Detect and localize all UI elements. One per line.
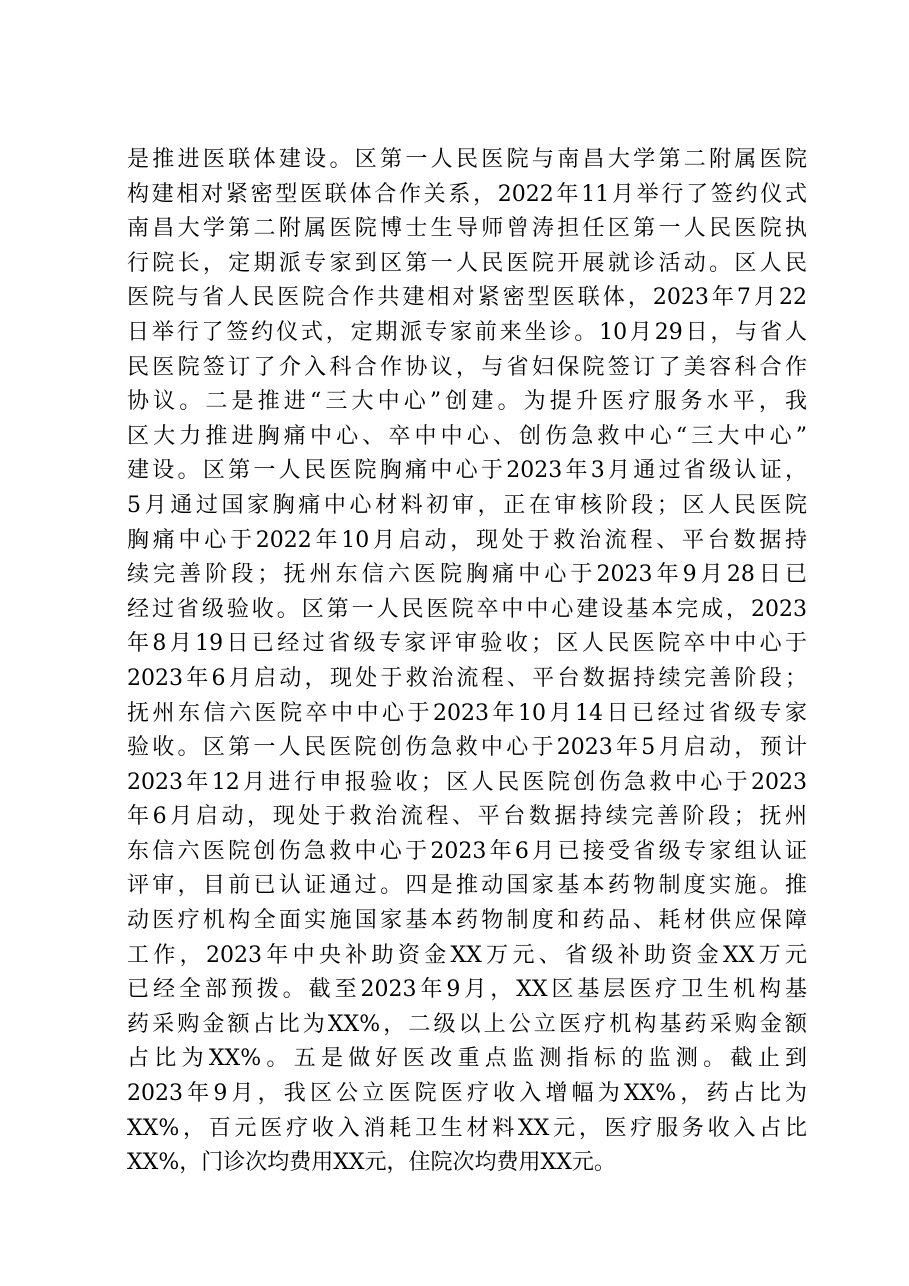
- text-line-5: 医院与省人民医院合作共建相对紧密型医联体，2023年7月22: [127, 285, 807, 311]
- text-line-9: 区大力推进胸痛中心、卒中中心、创伤急救中心“三大中心”: [127, 423, 807, 449]
- text-line-8: 协议。二是推进“三大中心”创建。为提升医疗服务水平，我: [127, 389, 807, 415]
- text-line-10: 建设。区第一人民医院胸痛中心于2023年3月通过省级认证，: [127, 458, 807, 484]
- text-line-12: 胸痛中心于2022年10月启动，现处于救治流程、平台数据持: [127, 527, 807, 553]
- text-line-6: 日举行了签约仪式，定期派专家前来坐诊。10月29日，与省人: [127, 319, 807, 345]
- text-line-16: 2023年6月启动，现处于救治流程、平台数据持续完善阶段；: [127, 665, 807, 691]
- text-line-18: 验收。区第一人民医院创伤急救中心于2023年5月启动，预计: [127, 735, 807, 761]
- text-line-19: 2023年12月进行申报验收；区人民医院创伤急救中心于2023: [127, 769, 807, 795]
- text-line-1: 是推进医联体建设。区第一人民医院与南昌大学第二附属医院: [127, 147, 807, 172]
- text-line-30: XX%，门诊次均费用XX元，住院次均费用XX元。: [127, 1150, 616, 1176]
- text-line-17: 抚州东信六医院卒中中心于2023年10月14日已经过省级专家: [127, 700, 807, 726]
- text-line-25: 已经全部预拨。截至2023年9月，XX区基层医疗卫生机构基: [127, 977, 807, 1003]
- text-line-26: 药采购金额占比为XX%，二级以上公立医疗机构基药采购金额: [127, 1011, 807, 1037]
- text-line-23: 动医疗机构全面实施国家基本药物制度和药品、耗材供应保障: [127, 908, 807, 934]
- text-line-13: 续完善阶段；抚州东信六医院胸痛中心于2023年9月28日已: [127, 562, 807, 588]
- text-line-11: 5月通过国家胸痛中心材料初审，正在审核阶段；区人民医院: [127, 492, 807, 518]
- text-line-4: 行院长，定期派专家到区第一人民医院开展就诊活动。区人民: [127, 250, 807, 276]
- text-line-24: 工作，2023年中央补助资金XX万元、省级补助资金XX万元: [127, 942, 807, 968]
- text-line-7: 民医院签订了介入科合作协议，与省妇保院签订了美容科合作: [127, 354, 807, 380]
- text-line-15: 年8月19日已经过省级专家评审验收；区人民医院卒中中心于: [127, 631, 807, 657]
- text-line-22: 评审，目前已认证通过。四是推动国家基本药物制度实施。推: [127, 873, 807, 899]
- text-line-27: 占比为XX%。五是做好医改重点监测指标的监测。截止到: [127, 1046, 807, 1072]
- text-line-3: 南昌大学第二附属医院博士生导师曾涛担任区第一人民医院执: [127, 216, 807, 242]
- text-line-20: 年6月启动，现处于救治流程、平台数据持续完善阶段；抚州: [127, 804, 807, 830]
- text-line-29: XX%，百元医疗收入消耗卫生材料XX元，医疗服务收入占比: [127, 1115, 807, 1141]
- body-paragraph: [127, 143, 807, 1181]
- text-line-2: 构建相对紧密型医联体合作关系，2022年11月举行了签约仪式: [127, 181, 807, 207]
- text-line-14: 经过省级验收。区第一人民医院卒中中心建设基本完成，2023: [127, 596, 807, 622]
- text-line-28: 2023年9月，我区公立医院医疗收入增幅为XX%，药占比为: [127, 1081, 807, 1107]
- text-line-21: 东信六医院创伤急救中心于2023年6月已接受省级专家组认证: [127, 838, 807, 864]
